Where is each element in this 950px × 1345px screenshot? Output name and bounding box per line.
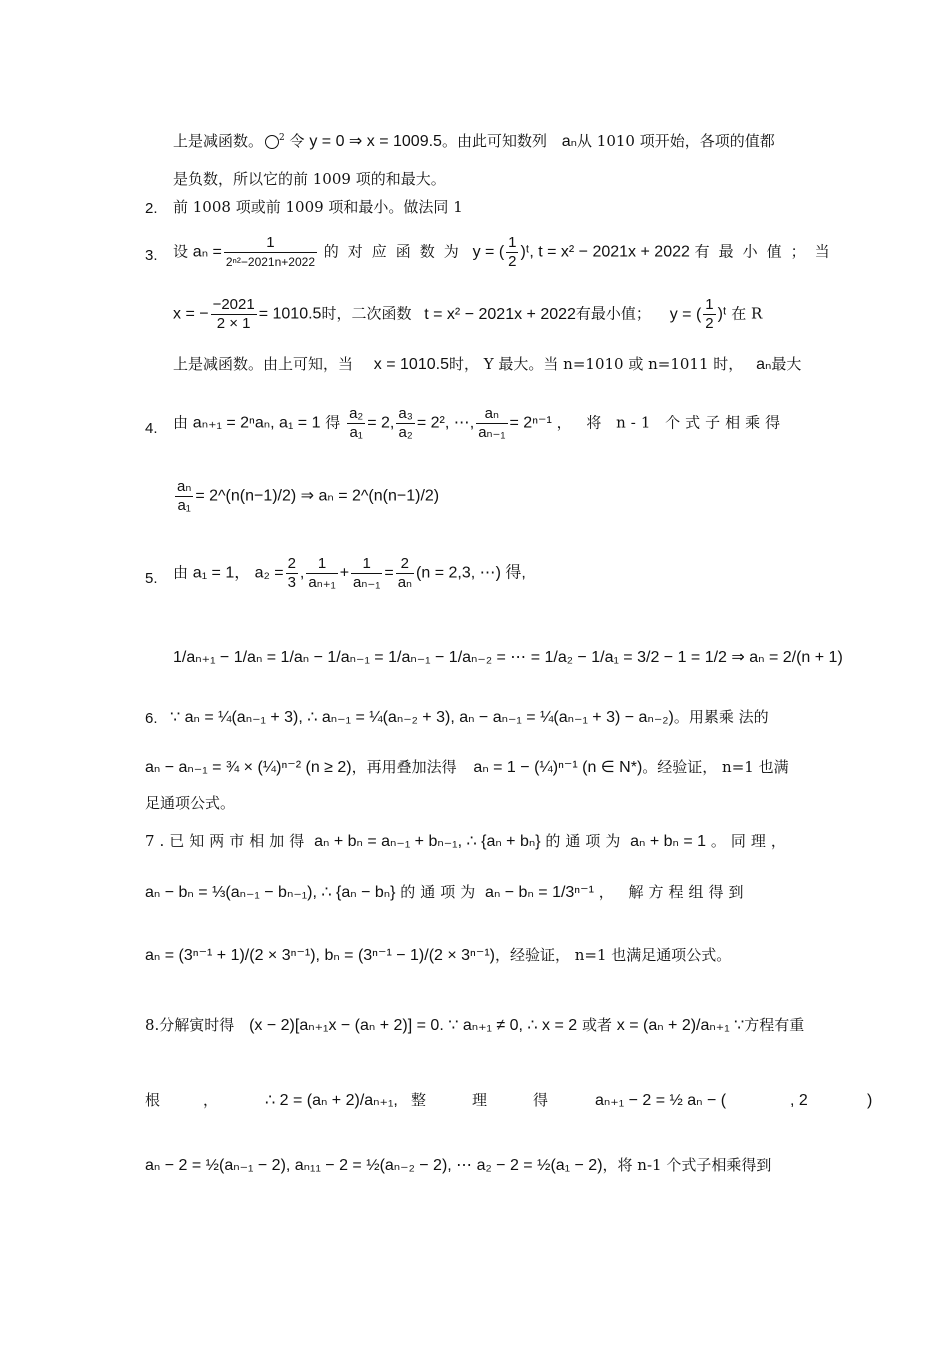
math: y = ( [472, 243, 505, 261]
item-5-line-2: 1/aₙ₊₁ − 1/aₙ = 1/aₙ − 1/aₙ₋₁ = 1/aₙ₋₁ − 1/aₙ₋₂ = ⋯ = 1/a₂ − 1/a₁ = 3/2 − 1 = 1/2 ⇒ aₙ = 2/(n + 1) [173, 649, 843, 666]
math: ∴ 2 = (aₙ + 2)/aₙ₊₁, [265, 1092, 398, 1109]
item-8-line-1 [145, 1018, 804, 1034]
item-8-line-2 [145, 1093, 875, 1108]
text: 。由此可知数列 [441, 132, 547, 150]
item-number-4: 4. [145, 420, 158, 437]
text: 7.已知两市相加得 [145, 832, 310, 850]
math: y = ( [669, 305, 702, 323]
text: 8.分解寅时得 [145, 1016, 235, 1034]
math: aₙ₊₁ − 2 = ½ aₙ − ( [595, 1092, 727, 1109]
text: 根 [145, 1091, 161, 1109]
text: ，将 n-1 个式子相乘得到 [602, 1156, 772, 1174]
text-line-2: 是负数，所以它的前 1009 项的和最大。 [173, 170, 446, 188]
text: 上是减函数。由上可知，当 [173, 355, 354, 373]
fraction: $\frac{1}{\text{2ⁿ²−2021n+2022}}$ [225, 234, 315, 269]
fraction: $\frac{2}{3}$ [287, 555, 296, 591]
item-5-line-1 [173, 555, 526, 592]
text: 。同理， [710, 832, 791, 850]
math: y = 0 ⇒ x = 1009.5 [309, 133, 442, 150]
fraction: $\frac{\text{aₙ}}{\text{a₁}}$ [177, 478, 192, 514]
item-6-line-1 [170, 710, 769, 726]
text: 时，二次函数 [321, 304, 412, 323]
math: x = 1010.5 [373, 356, 449, 373]
item-number-2: 2. [145, 200, 158, 217]
math: aₙ − 2 = ½(aₙ₋₁ − 2), aₙ₁₁ − 2 = ½(aₙ₋₂ − 2), ⋯ a₂ − 2 = ½(a₁ − 2) [145, 1157, 603, 1174]
math: aₙ = [192, 243, 222, 261]
math: aₙ [756, 356, 772, 373]
text: 最大 [771, 355, 802, 373]
item-3-line-1 [173, 234, 839, 271]
math: )ᵗ, t = x² − 2021x + 2022 [520, 243, 690, 261]
math: aₙ [561, 133, 578, 150]
text: 有最小值； [575, 304, 651, 323]
circled-number: 2 [279, 133, 285, 143]
text: ， [203, 1091, 219, 1109]
text: 从 1010 项开始，各项的值都 [577, 132, 775, 150]
text: 的对应函数为 [323, 242, 468, 261]
math: , [299, 564, 305, 582]
math: = 2², ⋯, [416, 414, 475, 432]
item-7-line-1 [145, 834, 791, 850]
item-3-line-2 [173, 296, 762, 333]
text: 由 [173, 413, 189, 432]
item-3-line-3 [173, 357, 801, 373]
math: x = (aₙ + 2)/aₙ₊₁ ∵ [616, 1017, 745, 1034]
math: = 2ⁿ⁻¹ [509, 414, 552, 432]
text: 设 [173, 242, 189, 261]
circled-number-icon [265, 135, 279, 149]
text: 令 [289, 132, 305, 150]
math: aₙ − aₙ₋₁ = ¾ × (¼)ⁿ⁻² (n ≥ 2) [145, 759, 352, 776]
math: = 2^(n(n−1)/2) ⇒ aₙ = 2^(n(n−1)/2) [195, 487, 440, 505]
math: aₙ = 1 − (¼)ⁿ⁻¹ (n ∈ N*) [473, 759, 643, 776]
math: aₙ = (3ⁿ⁻¹ + 1)/(2 × 3ⁿ⁻¹), bₙ = (3ⁿ⁻¹ − 1)/(2 × 3ⁿ⁻¹) [145, 947, 495, 964]
item-6-line-3: 足通项公式。 [145, 794, 236, 812]
math: = 1010.5 [258, 305, 322, 323]
math: ) [867, 1092, 873, 1109]
text: ， 解方程组得到 [598, 883, 749, 901]
fraction: $\frac{\text{a₂}}{\text{a₁}}$ [349, 405, 364, 441]
text: 由 [173, 563, 189, 582]
fraction: $\frac{-2021}{2 \times 1}$ [212, 296, 255, 332]
text: 或者 [581, 1016, 612, 1034]
text: ，经验证， n=1 也满足通项公式。 [494, 946, 732, 964]
item-number-5: 5. [145, 570, 158, 587]
text: 方程有重 [744, 1016, 805, 1034]
fraction: $\frac{1}{2}$ [705, 296, 714, 332]
item-4-line-1 [173, 405, 785, 442]
text: ，再用叠加法得 [351, 758, 457, 776]
text: 时， Y 最大。当 n=1010 或 n=1011 时， [448, 355, 744, 373]
math: (x − 2)[aₙ₊₁x − (aₙ + 2)] = 0. ∵ aₙ₊₁ ≠ 0, ∴ x = 2 [249, 1017, 578, 1034]
math: , 2 [790, 1092, 808, 1109]
math: aₙ + bₙ = 1 [630, 833, 707, 850]
item-7-line-2 [145, 885, 748, 901]
fraction: $\frac{1}{\text{aₙ₊₁}}$ [308, 555, 336, 591]
math: = [384, 564, 394, 582]
text: 。经验证， n=1 也满 [642, 758, 789, 776]
math: a₁ = 1， a₂ = [192, 564, 284, 582]
item-4-line-2 [173, 478, 439, 515]
math: )ᵗ [717, 305, 727, 323]
item-7-line-3 [145, 948, 731, 964]
math: aₙ − bₙ = ⅓(aₙ₋₁ − bₙ₋₁), ∴ {aₙ − bₙ} [145, 884, 396, 901]
item-6-line-2 [145, 760, 789, 776]
text: 整理得 [411, 1091, 595, 1109]
text-line-1 [173, 134, 775, 150]
text: ， 将 n-1 个式子相乘得 [556, 413, 786, 432]
text: 在 R [731, 304, 763, 323]
math: aₙ − bₙ = 1/3ⁿ⁻¹ [485, 884, 594, 901]
math: aₙ + bₙ = aₙ₋₁ + bₙ₋₁, ∴ {aₙ + bₙ} [314, 833, 541, 850]
math: t = x² − 2021x + 2022 [424, 305, 576, 323]
math: + [339, 564, 350, 582]
math: x = − [173, 305, 209, 323]
math: aₙ₊₁ = 2ⁿaₙ, a₁ = 1 [192, 414, 321, 432]
fraction: $\frac{1}{\text{aₙ₋₁}}$ [353, 555, 381, 591]
math: (n = 2,3, ⋯) 得, [416, 564, 526, 582]
text: 有最小值；当 [694, 242, 839, 261]
text: 的通项为 [400, 883, 481, 901]
text: 得 [325, 413, 341, 432]
item-number-6: 6. [145, 710, 158, 727]
text: 上是减函数。 [173, 132, 264, 150]
text: 。用累乘 法的 [673, 708, 769, 726]
fraction: $\frac{\text{aₙ}}{\text{aₙ₋₁}}$ [478, 405, 506, 441]
math: ∵ aₙ = ¼(aₙ₋₁ + 3), ∴ aₙ₋₁ = ¼(aₙ₋₂ + 3), aₙ − aₙ₋₁ = ¼(aₙ₋₁ + 3) − aₙ₋₂) [170, 709, 674, 726]
item-number-3: 3. [145, 247, 158, 264]
item-2-text: 前 1008 项或前 1009 项和最小。做法同 1 [173, 198, 463, 216]
fraction: $\frac{\text{a₃}}{\text{a₂}}$ [398, 405, 413, 441]
math: = 2, [367, 414, 395, 432]
fraction: $\frac{1}{2}$ [508, 234, 517, 270]
item-8-line-3 [145, 1158, 771, 1174]
text: 的通项为 [545, 832, 626, 850]
fraction: $\frac{2}{\text{aₙ}}$ [397, 555, 413, 591]
